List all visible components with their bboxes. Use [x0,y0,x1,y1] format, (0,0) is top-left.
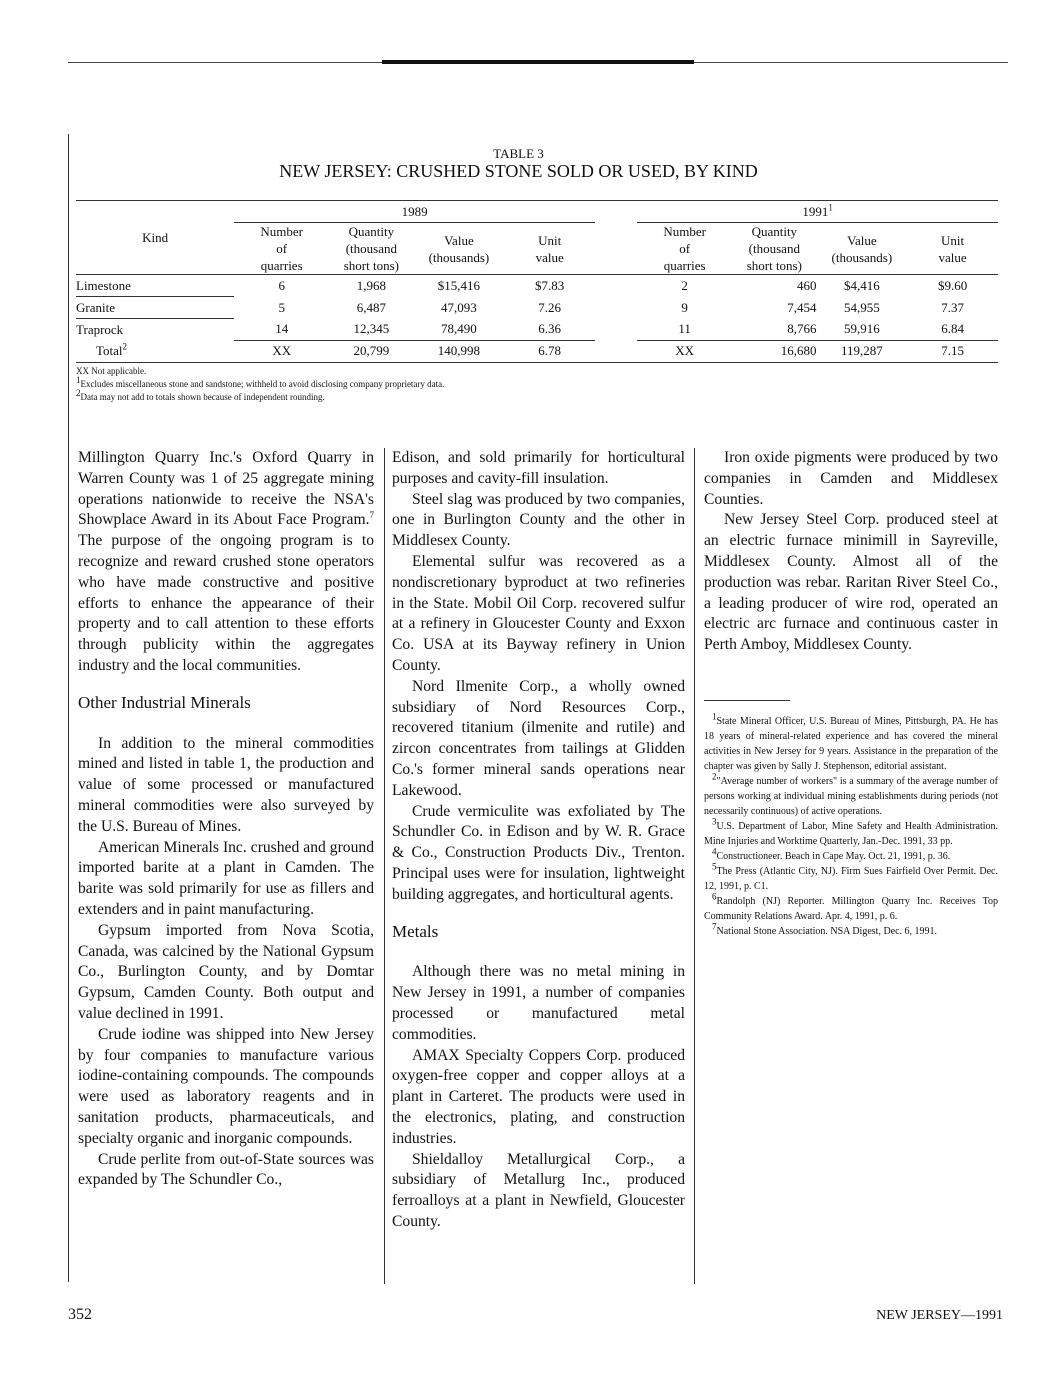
unit-header-1989: Unit value [535,232,564,265]
kind-header: Kind [76,201,234,275]
number-header-1991: Number of quarries [663,224,706,273]
paragraph: In addition to the mineral commodities mined and listed in table 1, the production and value of some processed or manufactured mineral commodities were also surveyed by the U.S. Bureau of Mines. [78,734,374,835]
year-1991-header: 1991$^1$ [637,201,998,223]
text-column-3 [704,448,998,656]
top-bar [382,60,694,64]
column-rule-2 [694,448,695,1284]
value-header-1989: Value (thousands) [428,232,490,265]
paragraph: Steel slag was produced by two companies, one in Burlington County and the other in Middlesex County. [392,490,685,550]
paragraph: Crude perlite from out-of-State sources was expanded by The Schundler Co., [78,1150,374,1189]
column-rule-1 [384,448,385,1284]
footnote: $^2$"Average number of workers" is a summary of the average number of persons working at individual mining establishments during periods (not necessarily continuous) of active operations. [704,771,998,817]
footnote: $^5$The Press (Atlantic City, NJ). Firm Sues Fairfield Over Permit. Dec. 12, 1991, p. C1. [704,861,998,892]
table-footnote-2: $^2$Data may not add to totals shown because of independent rounding. [76,388,325,402]
paragraph: Nord Ilmenite Corp., a wholly owned subsidiary of Nord Resources Corp., recovered titanium (ilmenite and rutile) and zircon concentrates from tailings at Glidden Co.'s former mineral sands operations near Lakewood. [392,677,685,799]
table-row: Granite 5 6,487 47,093 7.26 9 7,454 54,955 7.37 [76,297,998,319]
footnote: $^4$Constructioneer. Beach in Cape May. Oct. 21, 1991, p. 36. [712,846,951,862]
year-header-row [76,201,998,223]
year-1989-header: 1989 [234,201,595,223]
paragraph: Crude iodine was shipped into New Jersey by four companies to manufacture various iodine-containing compounds. The compounds were used as laboratory reagents and in sanitation products, pharmaceuticals, and specialty organic and inorganic compounds. [78,1025,374,1147]
year-gap [595,201,637,223]
text-column-1 [78,448,374,1191]
paragraph: American Minerals Inc. crushed and ground imported barite at a plant in Camden. The barite was sold primarily for use as fillers and extenders and in paint manufacturing. [78,838,374,918]
value-header-1991: Value (thousands) [831,232,893,265]
paragraph: Crude vermiculite was exfoliated by The Schundler Co. in Edison and by W. R. Grace & Co., Construction Products Div., Trenton. Principal uses were for insulation, lightweight building aggregates, and horticultural agents. [392,802,685,903]
paragraph: New Jersey Steel Corp. produced steel at an electric furnace minimill in Sayreville, Middlesex County. Almost all of the production was rebar. Raritan River Steel Co., a leading producer of wire rod, operated an electric arc furnace and continuous caster in Perth Amboy, Middlesex County. [704,511,998,654]
table-row: Limestone 6 1,968 $15,416 $7.83 2 460 $4,416 $9.60 [76,275,998,297]
page-number: 352 [68,1306,92,1323]
table-row: Traprock 14 12,345 78,490 6.36 11 8,766 59,916 6.84 [76,319,998,341]
section-heading-metals: Metals [392,921,439,941]
table-footnote-1: $^1$Excludes miscellaneous stone and sandstone; withheld to avoid disclosing company proprietary data. [76,375,445,389]
paragraph: Gypsum imported from Nova Scotia, Canada, was calcined by the National Gypsum Co., Burlington County, and by Domtar Gypsum, Camden County. Both output and value declined in 1991. [78,921,374,1022]
paragraph: Millington Quarry Inc.'s Oxford Quarry in Warren County was 1 of 25 aggregate mining operations nationwide to receive the NSA's Showplace Award in its About Face Program.$^7$ The purpose of the ongoing program is to recognize and reward crushed stone operators who have made constructive and positive efforts to enhance the appearance of their property and to call attention to these efforts through publicity within the aggregates industry and the local communities. [78,449,374,674]
text-column-2 [392,448,685,1233]
number-header-1989: Number of quarries [260,224,303,273]
paragraph: Shieldalloy Metallurgical Corp., a subsidiary of Metallurg Inc., produced ferroalloys at a plant in Newfield, Gloucester County. [392,1150,685,1230]
section-heading-other-industrial-minerals: Other Industrial Minerals [78,692,251,712]
running-title: NEW JERSEY—1991 [876,1308,1003,1323]
paragraph: Elemental sulfur was recovered as a nondiscretionary byproduct at two refineries in the State. Mobil Oil Corp. recovered sulfur at a refinery in Gloucester County and Exxon Co. USA at its Bayway refinery in Union County. [392,552,685,674]
paragraph: Edison, and sold primarily for horticultural purposes and cavity-fill insulation. [392,449,685,487]
footnote: $^1$State Mineral Officer, U.S. Bureau of Mines, Pittsburgh, PA. He has 18 years of mineral-related experience and has covered the mineral activities in New Jersey for 9 years. Assistance in the preparation of the chapter was given by Sally J. Stephenson, editorial assistant. [704,711,998,772]
total-row: Total$^2$ XX 20,799 140,998 6.78 XX 16,680 119,287 7.15 [76,340,998,362]
unit-header-1991: Unit value [938,232,967,265]
paragraph: AMAX Specialty Coppers Corp. produced oxygen-free copper and copper alloys at a plant in Carteret. The products were used in the electronics, plating, and construction industries. [392,1046,685,1147]
quantity-header-1991: Quantity (thousand short tons) [746,224,802,273]
footnote-rule [704,700,790,701]
table-number: TABLE 3 [493,146,544,161]
crushed-stone-table [76,200,998,363]
footnotes [704,711,998,939]
footnote: $^7$National Stone Association. NSA Digest, Dec. 6, 1991. [712,921,938,937]
table-footnote-na: XX Not applicable. [76,366,147,376]
footnote: $^3$U.S. Department of Labor, Mine Safety and Health Administration. Mine Injuries and Worktime Quarterly, Jan.-Dec. 1991, 33 pp. [704,816,998,847]
paragraph: Iron oxide pigments were produced by two companies in Camden and Middlesex Counties. [704,449,998,508]
table-title: NEW JERSEY: CRUSHED STONE SOLD OR USED, BY KIND [279,161,758,181]
quantity-header-1989: Quantity (thousand short tons) [343,224,399,273]
left-column-rule [68,134,69,1282]
footnote: $^6$Randolph (NJ) Reporter. Millington Quarry Inc. Receives Top Community Relations Award. Apr. 4, 1991, p. 6. [704,891,998,922]
paragraph: Although there was no metal mining in New Jersey in 1991, a number of companies processed or manufactured metal commodities. [392,963,685,1043]
